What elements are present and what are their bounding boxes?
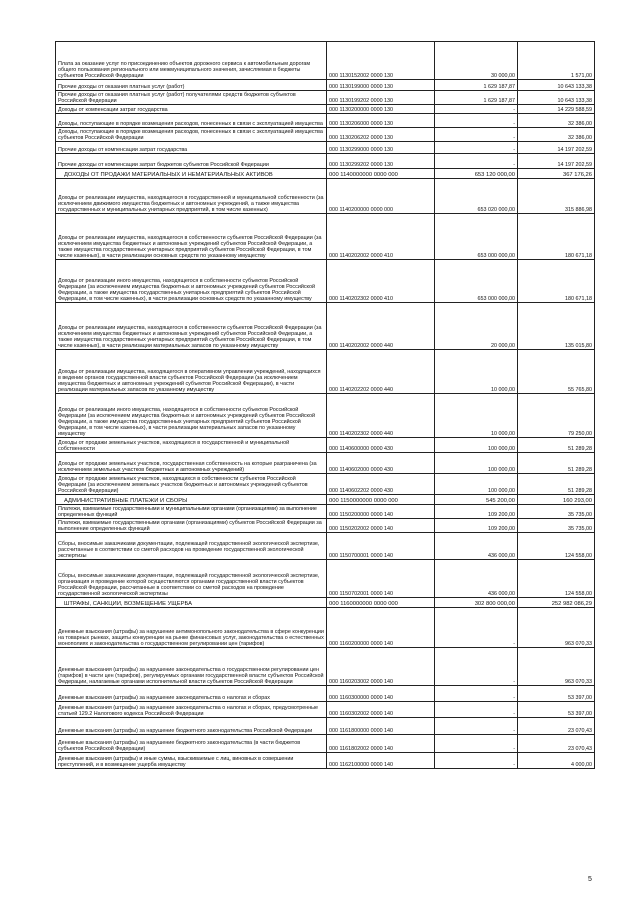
table-row bbox=[56, 179, 595, 214]
row-fact: 51 289,28 bbox=[518, 438, 595, 453]
row-name: Прочие доходы от компенсации затрат государства bbox=[56, 142, 327, 154]
row-code: 000 1162100000 0000 140 bbox=[327, 753, 435, 769]
table-row bbox=[56, 394, 595, 438]
row-plan: 20 000,00 bbox=[435, 303, 518, 350]
row-name: Прочие доходы от компенсации затрат бюджетов субъектов Российской Федерации bbox=[56, 154, 327, 169]
row-name: Денежные взыскания (штрафы) за нарушение законодательства о налогах и сборах bbox=[56, 686, 327, 702]
row-name: Доходы от продажи земельных участков, находящихся в государственной и муниципальной собственности bbox=[56, 438, 327, 453]
row-code: 000 1150200000 0000 140 bbox=[327, 505, 435, 519]
section-heading-row bbox=[56, 495, 595, 505]
row-plan: 1 629 187,87 bbox=[435, 80, 518, 91]
row-name: Платежи, взимаемые государственными и муниципальными органами (организациями) за выполнение определенных функций bbox=[56, 505, 327, 519]
row-code: 000 1160200000 0000 140 bbox=[327, 608, 435, 648]
row-fact: 23 070,43 bbox=[518, 718, 595, 735]
table-row bbox=[56, 350, 595, 394]
row-fact: 23 070,43 bbox=[518, 735, 595, 753]
row-code: 000 1130200000 0000 130 bbox=[327, 105, 435, 114]
page-number: 5 bbox=[588, 876, 592, 883]
section-heading-row bbox=[56, 598, 595, 608]
row-name: Денежные взыскания (штрафы) и иные суммы, взыскиваемые с лиц, виновных в совершении преступлений, и в возмещение ущерба имуществу bbox=[56, 753, 327, 769]
row-plan: - bbox=[435, 154, 518, 169]
table-row bbox=[56, 453, 595, 474]
table-row bbox=[56, 474, 595, 495]
table-row bbox=[56, 42, 595, 80]
row-plan: 109 200,00 bbox=[435, 519, 518, 533]
row-plan: 653 000 000,00 bbox=[435, 214, 518, 260]
row-code: 000 1140202002 0000 440 bbox=[327, 303, 435, 350]
row-plan: - bbox=[435, 702, 518, 718]
table-row bbox=[56, 214, 595, 260]
row-plan: 100 000,00 bbox=[435, 438, 518, 453]
row-code: 000 1140202202 0000 440 bbox=[327, 350, 435, 394]
row-name: Доходы от реализации иного имущества, находящегося в собственности субъектов Российской Федерации (за исключением имущества бюджетных и автономных учреждений субъектов Российской Федерации, а также имущества государственных унитарных предприятий субъектов Российской Федерации, в том числе казенных), в части реализации материальных запасов по указанному имуществу bbox=[56, 394, 327, 438]
row-code: 000 1160203002 0000 140 bbox=[327, 648, 435, 686]
row-name: Доходы от реализации имущества, находящегося в государственной и муниципальной собственности (за исключением движимого имущества бюджетных и автономных учреждений, а также имущества государственных и муниципальных унитарных предприятий, в том числе казенных) bbox=[56, 179, 327, 214]
row-code: 000 1140202302 0000 410 bbox=[327, 260, 435, 303]
row-plan: 653 000 000,00 bbox=[435, 260, 518, 303]
row-code: 000 1160302002 0000 140 bbox=[327, 702, 435, 718]
table-row bbox=[56, 154, 595, 169]
row-fact: 51 289,28 bbox=[518, 453, 595, 474]
row-name: Прочие доходы от оказания платных услуг (работ) получателями средств бюджетов субъектов Российской Федерации bbox=[56, 91, 327, 105]
row-fact: 51 289,28 bbox=[518, 474, 595, 495]
table-row bbox=[56, 533, 595, 560]
row-name: Доходы, поступающие в порядке возмещения расходов, понесенных в связи с эксплуатацией имущества bbox=[56, 114, 327, 128]
row-plan: 100 000,00 bbox=[435, 474, 518, 495]
row-name: Денежные взыскания (штрафы) за нарушение бюджетного законодательства Российской Федерации bbox=[56, 718, 327, 735]
row-name: Плата за оказание услуг по присоединению объектов дорожного сервиса к автомобильным дорогам общего пользования регионального или межмуниципального значения, зачисляемая в бюджеты субъектов Российской Федерации bbox=[56, 42, 327, 80]
row-name: Доходы от реализации иного имущества, находящегося в собственности субъектов Российской Федерации (за исключением имущества бюджетных и автономных учреждений субъектов Российской Федерации, а также имущества государственных унитарных предприятий субъектов Российской Федерации, в том числе казенных), в части реализации основных средств по указанному имуществу bbox=[56, 260, 327, 303]
row-code: 000 1150202002 0000 140 bbox=[327, 519, 435, 533]
row-code: 000 1150700001 0000 140 bbox=[327, 533, 435, 560]
row-name: АДМИНИСТРАТИВНЫЕ ПЛАТЕЖИ И СБОРЫ bbox=[56, 495, 327, 505]
row-code: 000 1140202302 0000 440 bbox=[327, 394, 435, 438]
row-fact: 14 197 202,59 bbox=[518, 154, 595, 169]
row-name: ШТРАФЫ, САНКЦИИ, ВОЗМЕЩЕНИЕ УЩЕРБА bbox=[56, 598, 327, 608]
row-code: 000 1130199202 0000 130 bbox=[327, 91, 435, 105]
row-name: Доходы от компенсации затрат государства bbox=[56, 105, 327, 114]
row-code: 000 1160300000 0000 140 bbox=[327, 686, 435, 702]
row-code: 000 1130199000 0000 130 bbox=[327, 80, 435, 91]
row-name: Прочие доходы от оказания платных услуг (работ) bbox=[56, 80, 327, 91]
table-row bbox=[56, 686, 595, 702]
row-plan: 436 000,00 bbox=[435, 560, 518, 598]
row-fact: 53 397,00 bbox=[518, 686, 595, 702]
row-plan: 302 800 000,00 bbox=[435, 598, 518, 608]
row-fact: 10 643 133,38 bbox=[518, 80, 595, 91]
row-fact: 32 386,00 bbox=[518, 128, 595, 142]
row-name: Денежные взыскания (штрафы) за нарушение законодательства о государственном регулировании цен (тарифов) в части цен (тарифов), регулируемых органами государственной власти субъектов Российской Федерации, налагаемые органами исполнительной власти субъектов Российской Федерации bbox=[56, 648, 327, 686]
table-row bbox=[56, 114, 595, 128]
row-code: 000 1130299000 0000 130 bbox=[327, 142, 435, 154]
row-plan: 10 000,00 bbox=[435, 394, 518, 438]
row-name: Сборы, вносимые заказчиками документации, подлежащей государственной экологической экспертизе, организация и проведение которой осуществляются органами государственной власти субъектов Российской Федерации, рассчитанные в соответствии со сметой расходов на проведение государственной экологической экспертизы bbox=[56, 560, 327, 598]
row-name: ДОХОДЫ ОТ ПРОДАЖИ МАТЕРИАЛЬНЫХ И НЕМАТЕРИАЛЬНЫХ АКТИВОВ bbox=[56, 169, 327, 179]
row-plan: - bbox=[435, 718, 518, 735]
row-code: 000 1161800000 0000 140 bbox=[327, 718, 435, 735]
row-fact: 252 982 086,29 bbox=[518, 598, 595, 608]
row-code: 000 1130206202 0000 130 bbox=[327, 128, 435, 142]
row-code: 000 1140200000 0000 000 bbox=[327, 179, 435, 214]
row-plan: 545 200,00 bbox=[435, 495, 518, 505]
row-name: Доходы, поступающие в порядке возмещения расходов, понесенных в связи с эксплуатацией имущества субъектов Российской Федерации bbox=[56, 128, 327, 142]
row-fact: 367 176,26 bbox=[518, 169, 595, 179]
table-row bbox=[56, 128, 595, 142]
table-row bbox=[56, 718, 595, 735]
row-plan: - bbox=[435, 753, 518, 769]
row-fact: 963 070,33 bbox=[518, 608, 595, 648]
row-plan: - bbox=[435, 114, 518, 128]
row-code: 000 1140202002 0000 410 bbox=[327, 214, 435, 260]
row-plan: - bbox=[435, 128, 518, 142]
section-heading-row bbox=[56, 169, 595, 179]
row-name: Доходы от реализации имущества, находящегося в собственности субъектов Российской Федерации (за исключением имущества бюджетных и автономных учреждений субъектов Российской Федерации, а также имущества государственных унитарных предприятий субъектов Российской Федерации, в том числе казенных), в части реализации материальных запасов по указанному имуществу bbox=[56, 303, 327, 350]
row-plan: 653 120 000,00 bbox=[435, 169, 518, 179]
row-fact: 124 558,00 bbox=[518, 533, 595, 560]
row-code: 000 1160000000 0000 000 bbox=[327, 598, 435, 608]
row-name: Денежные взыскания (штрафы) за нарушение законодательства о налогах и сборах, предусмотренные статьей 129.2 Налогового кодекса Российской Федерации bbox=[56, 702, 327, 718]
table-row bbox=[56, 735, 595, 753]
row-name: Денежные взыскания (штрафы) за нарушение антимонопольного законодательства в сфере конкуренции на товарных рынках, защиты конкуренции на рынке финансовых услуг, законодательства о естественных монополиях и законодательства о государственном регулировании цен (тарифов) bbox=[56, 608, 327, 648]
row-code: 000 1150702001 0000 140 bbox=[327, 560, 435, 598]
row-plan: 1 629 187,87 bbox=[435, 91, 518, 105]
table-row bbox=[56, 80, 595, 91]
table-row bbox=[56, 303, 595, 350]
row-plan: 100 000,00 bbox=[435, 453, 518, 474]
table-row bbox=[56, 91, 595, 105]
row-fact: 135 015,80 bbox=[518, 303, 595, 350]
row-name: Денежные взыскания (штрафы) за нарушение бюджетного законодательства (в части бюджетов субъектов Российской Федерации) bbox=[56, 735, 327, 753]
table-row bbox=[56, 560, 595, 598]
row-code: 000 1130299202 0000 130 bbox=[327, 154, 435, 169]
table-row bbox=[56, 648, 595, 686]
row-name: Доходы от реализации имущества, находящегося в оперативном управлении учреждений, находящихся в ведении органов государственной власти субъектов Российской Федерации (за исключением имущества бюджетных и автономных учреждений субъектов Российской Федерации), в части реализации материальных запасов по указанному имуществу bbox=[56, 350, 327, 394]
row-fact: 35 735,00 bbox=[518, 519, 595, 533]
row-plan: 653 020 000,00 bbox=[435, 179, 518, 214]
row-plan: 10 000,00 bbox=[435, 350, 518, 394]
row-code: 000 1161802002 0000 140 bbox=[327, 735, 435, 753]
row-fact: 55 765,80 bbox=[518, 350, 595, 394]
table-row bbox=[56, 142, 595, 154]
table-row bbox=[56, 702, 595, 718]
row-plan: - bbox=[435, 686, 518, 702]
table-row bbox=[56, 608, 595, 648]
row-fact: 180 671,18 bbox=[518, 260, 595, 303]
table-row bbox=[56, 505, 595, 519]
row-plan: - bbox=[435, 648, 518, 686]
table-row bbox=[56, 260, 595, 303]
row-fact: 14 197 202,59 bbox=[518, 142, 595, 154]
row-name: Доходы от продажи земельных участков, находящихся в собственности субъектов Российской Федерации (за исключением земельных участков бюджетных и автономных учреждений субъектов Российской Федерации) bbox=[56, 474, 327, 495]
row-plan: - bbox=[435, 105, 518, 114]
table-row bbox=[56, 519, 595, 533]
row-code: 000 1140000000 0000 000 bbox=[327, 169, 435, 179]
row-fact: 79 250,00 bbox=[518, 394, 595, 438]
revenue-table bbox=[55, 41, 595, 769]
row-fact: 10 643 133,38 bbox=[518, 91, 595, 105]
row-fact: 160 293,00 bbox=[518, 495, 595, 505]
row-code: 000 1140602202 0000 430 bbox=[327, 474, 435, 495]
row-plan: - bbox=[435, 608, 518, 648]
row-fact: 35 735,00 bbox=[518, 505, 595, 519]
row-code: 000 1150000000 0000 000 bbox=[327, 495, 435, 505]
row-plan: 30 000,00 bbox=[435, 42, 518, 80]
row-fact: 32 386,00 bbox=[518, 114, 595, 128]
row-plan: 436 000,00 bbox=[435, 533, 518, 560]
table-row bbox=[56, 105, 595, 114]
table-row bbox=[56, 753, 595, 769]
row-code: 000 1140600000 0000 430 bbox=[327, 438, 435, 453]
row-fact: 963 070,33 bbox=[518, 648, 595, 686]
row-code: 000 1130206000 0000 130 bbox=[327, 114, 435, 128]
row-fact: 315 886,98 bbox=[518, 179, 595, 214]
row-fact: 14 229 588,59 bbox=[518, 105, 595, 114]
row-code: 000 1140602000 0000 430 bbox=[327, 453, 435, 474]
revenue-table-body bbox=[56, 42, 595, 769]
row-fact: 180 671,18 bbox=[518, 214, 595, 260]
row-name: Сборы, вносимые заказчиками документации, подлежащей государственной экологической экспертизе, рассчитанные в соответствии со сметой расходов на проведение государственной экологической экспертизы bbox=[56, 533, 327, 560]
row-fact: 1 571,00 bbox=[518, 42, 595, 80]
row-name: Платежи, взимаемые государственными органами (организациями) субъектов Российской Федерации за выполнение определенных функций bbox=[56, 519, 327, 533]
row-plan: - bbox=[435, 142, 518, 154]
row-code: 000 1130152002 0000 130 bbox=[327, 42, 435, 80]
row-fact: 124 558,00 bbox=[518, 560, 595, 598]
row-name: Доходы от реализации имущества, находящегося в собственности субъектов Российской Федерации (за исключением имущества бюджетных и автономных учреждений субъектов Российской Федерации, а также имущества государственных унитарных предприятий субъектов Российской Федерации, в том числе казенных), в части реализации основных средств по указанному имуществу bbox=[56, 214, 327, 260]
table-row bbox=[56, 438, 595, 453]
row-plan: - bbox=[435, 735, 518, 753]
row-fact: 4 000,00 bbox=[518, 753, 595, 769]
row-fact: 53 397,00 bbox=[518, 702, 595, 718]
row-name: Доходы от продажи земельных участков, государственная собственность на которые разграничена (за исключением земельных участков бюджетных и автономных учреждений) bbox=[56, 453, 327, 474]
row-plan: 109 200,00 bbox=[435, 505, 518, 519]
